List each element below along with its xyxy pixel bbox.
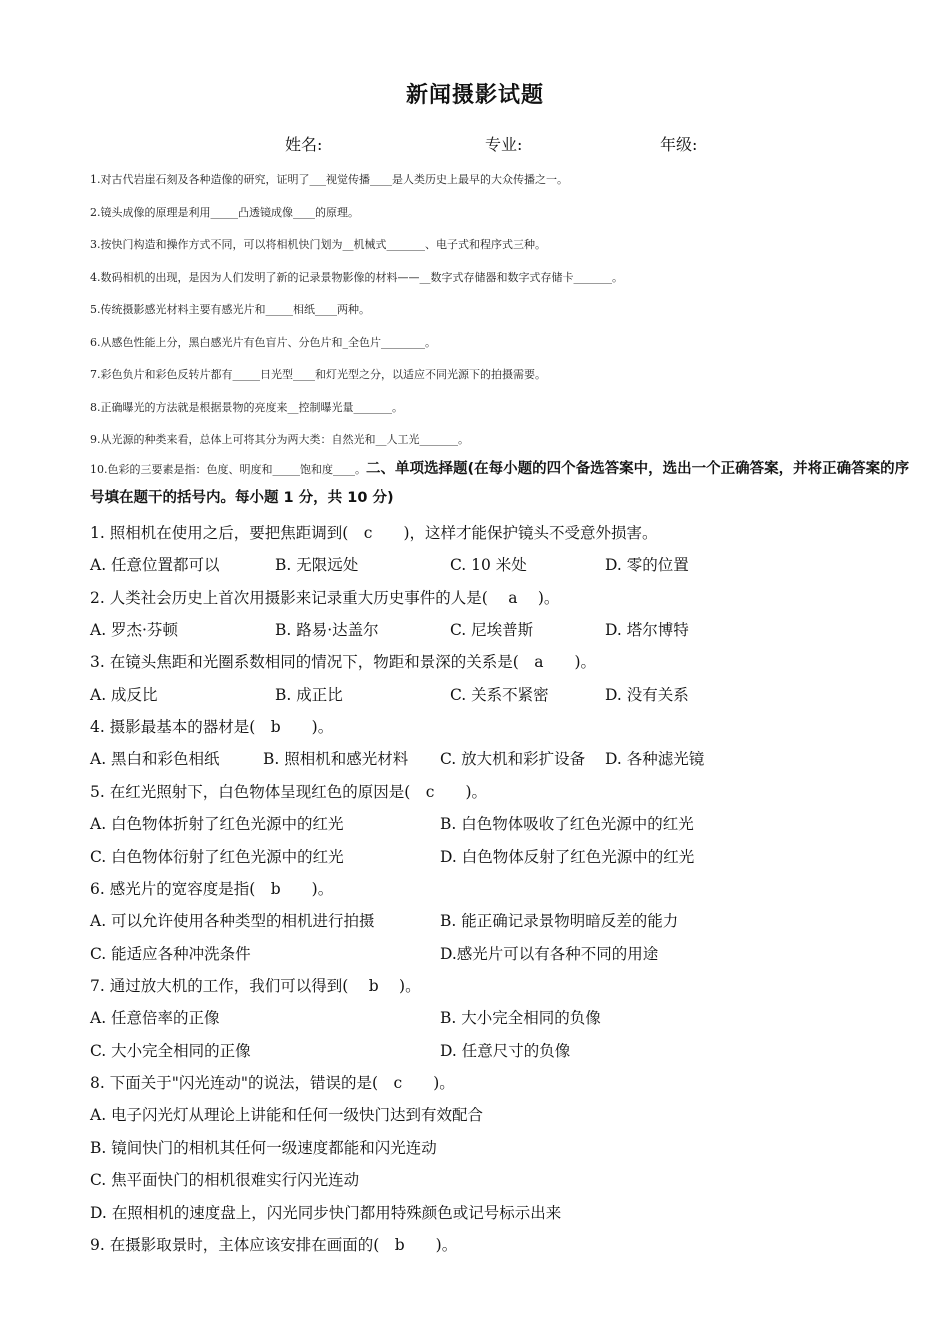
option-b: B. 镜间快门的相机其任何一级速度都能和闪光连动 — [90, 1139, 437, 1157]
option-c: C. 尼埃普斯 — [450, 621, 534, 639]
question-stem: 9. 在摄影取景时，主体应该安排在画面的( b )。 — [90, 1236, 458, 1254]
fill-blank-item: 10.色彩的三要素是指：色度、明度和_____饱和度____。 — [90, 463, 366, 476]
option-a: A. 任意倍率的正像 — [90, 1009, 220, 1027]
option-c: C. 白色物体衍射了红色光源中的红光 — [90, 848, 344, 866]
fill-blank-item: 2.镜头成像的原理是利用_____凸透镜成像____的原理。 — [90, 206, 359, 219]
section-2-heading: 二、单项选择题(在每小题的四个备选答案中，选出一个正确答案，并将正确答案的序号填在题干的括号内。每小题 1 分，共 10 分) — [90, 461, 910, 506]
fill-blank-item: 8.正确曝光的方法就是根据景物的亮度来__控制曝光量_______。 — [90, 401, 403, 414]
page-title: 新闻摄影试题 — [405, 83, 544, 108]
option-b: B. 能正确记录景物明暗反差的能力 — [440, 912, 679, 930]
name-field-label: 姓名: — [285, 135, 323, 154]
fill-blank-item: 7.彩色负片和彩色反转片都有_____日光型____和灯光型之分，以适应不同光源下的拍摄需要。 — [90, 368, 546, 381]
option-d: D. 没有关系 — [605, 686, 689, 704]
option-d: D. 任意尺寸的负像 — [440, 1042, 571, 1060]
fill-blank-item: 6.从感色性能上分，黑白感光片有色盲片、分色片和_全色片________。 — [90, 336, 436, 349]
option-a: A. 电子闪光灯从理论上讲能和任何一级快门达到有效配合 — [90, 1106, 484, 1124]
option-b: B. 白色物体吸收了红色光源中的红光 — [440, 815, 694, 833]
option-b: B. 无限远处 — [275, 556, 359, 574]
option-a: A. 白色物体折射了红色光源中的红光 — [90, 815, 344, 833]
question-stem: 7. 通过放大机的工作，我们可以得到( b )。 — [90, 977, 421, 995]
option-b: B. 照相机和感光材料 — [263, 750, 409, 768]
major-field-label: 专业: — [485, 135, 523, 154]
question-stem: 6. 感光片的宽容度是指( b )。 — [90, 880, 334, 898]
option-d: D. 在照相机的速度盘上，闪光同步快门都用特殊颜色或记号标示出来 — [90, 1204, 562, 1222]
fill-blank-item-with-section-heading — [90, 455, 910, 513]
option-b: B. 成正比 — [275, 686, 343, 704]
fill-blank-item: 1.对古代岩崖石刻及各种造像的研究，证明了___视觉传播____是人类历史上最早的大众传播之一。 — [90, 173, 568, 186]
fill-blank-item: 9.从光源的种类来看，总体上可将其分为两大类：自然光和__人工光_______。 — [90, 433, 469, 446]
option-d: D. 各种滤光镜 — [605, 750, 705, 768]
question-stem: 5. 在红光照射下，白色物体呈现红色的原因是( c )。 — [90, 783, 487, 801]
option-a: A. 罗杰·芬顿 — [90, 621, 178, 639]
question-stem: 8. 下面关于"闪光连动"的说法，错误的是( c )。 — [90, 1074, 455, 1092]
option-a: A. 成反比 — [90, 686, 158, 704]
option-d: D. 零的位置 — [605, 556, 689, 574]
question-stem: 2. 人类社会历史上首次用摄影来记录重大历史事件的人是( a )。 — [90, 589, 560, 607]
option-c: C. 放大机和彩扩设备 — [440, 750, 586, 768]
question-stem: 4. 摄影最基本的器材是( b )。 — [90, 718, 334, 736]
option-d: D. 塔尔博特 — [605, 621, 689, 639]
option-a: A. 黑白和彩色相纸 — [90, 750, 220, 768]
option-a: A. 任意位置都可以 — [90, 556, 220, 574]
option-c: C. 关系不紧密 — [450, 686, 549, 704]
question-stem: 3. 在镜头焦距和光圈系数相同的情况下，物距和景深的关系是( a )。 — [90, 653, 597, 671]
option-c: C. 10 米处 — [450, 556, 527, 574]
option-c: C. 焦平面快门的相机很难实行闪光连动 — [90, 1171, 360, 1189]
option-d: D.感光片可以有各种不同的用途 — [440, 945, 659, 963]
option-b: B. 路易·达盖尔 — [275, 621, 379, 639]
question-stem: 1. 照相机在使用之后，要把焦距调到( c )，这样才能保护镜头不受意外损害。 — [90, 524, 658, 542]
fill-blank-item: 5.传统摄影感光材料主要有感光片和_____相纸____两种。 — [90, 303, 370, 316]
option-b: B. 大小完全相同的负像 — [440, 1009, 601, 1027]
fill-blank-item: 3.按快门构造和操作方式不同，可以将相机快门划为__机械式_______、电子式和程序式三种。 — [90, 238, 546, 251]
option-a: A. 可以允许使用各种类型的相机进行拍摄 — [90, 912, 375, 930]
option-c: C. 能适应各种冲洗条件 — [90, 945, 251, 963]
option-c: C. 大小完全相同的正像 — [90, 1042, 251, 1060]
fill-blank-item: 4.数码相机的出现，是因为人们发明了新的记录景物影像的材料——__数字式存储器和数字式存储卡_______。 — [90, 271, 623, 284]
option-d: D. 白色物体反射了红色光源中的红光 — [440, 848, 695, 866]
grade-field-label: 年级: — [660, 135, 698, 154]
